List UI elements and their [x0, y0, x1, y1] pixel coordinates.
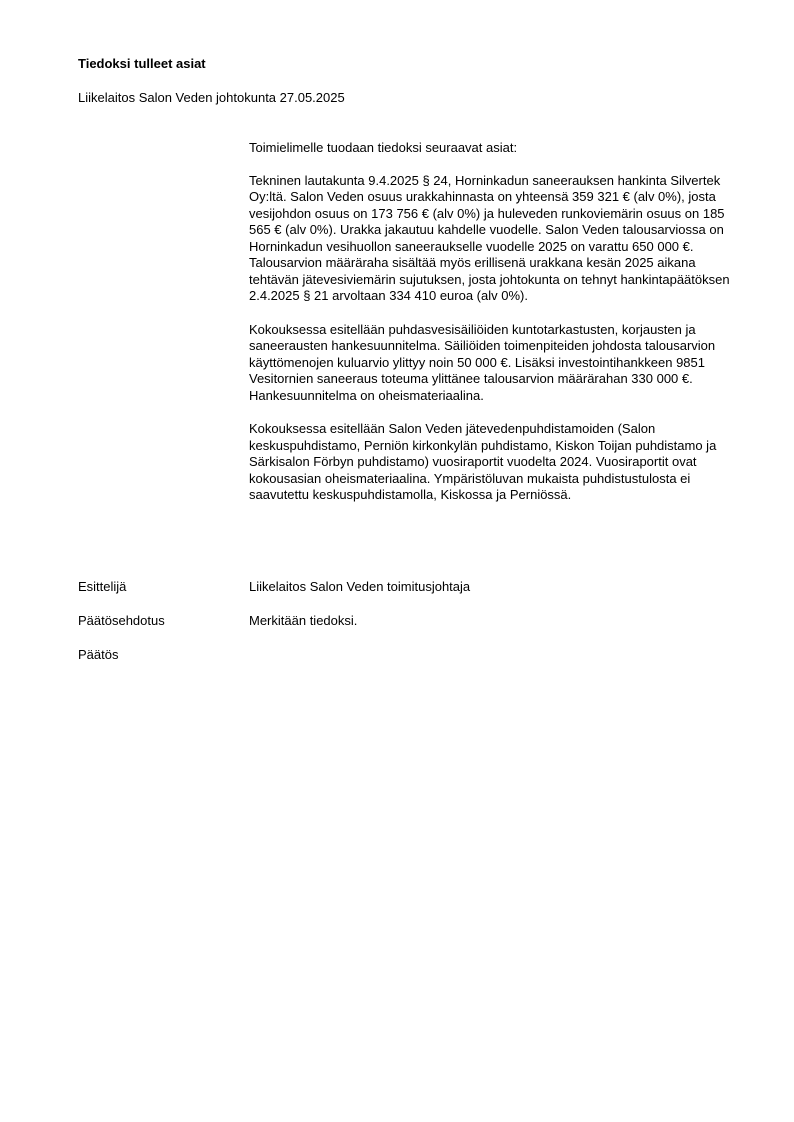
document-title: Tiedoksi tulleet asiat: [78, 56, 206, 71]
presenter-value: Liikelaitos Salon Veden toimitusjohtaja: [249, 579, 471, 594]
meeting-info: Liikelaitos Salon Veden johtokunta 27.05.2025: [78, 90, 345, 105]
paragraph-horninkatu: Tekninen lautakunta 9.4.2025 § 24, Horninkadun saneerauksen hankinta Silvertek Oy:ltä. Salon Veden osuus urakkahinnasta on yhteensä 359 321 € (alv 0%), josta vesijohdon osuus on 173 756 € (alv 0%) ja huleveden runkoviemärin osuus on 185 565 € (alv 0%). Urakka jakautuu kahdelle vuodelle. Salon Veden talousarviossa on Horninkadun vesihuollon saneeraukselle vuodelle 2025 on varattu 650 000 €. Talousarvion määräraha sisältää myös erillisenä urakkana kesän 2025 aikana tehtävän jätevesiviemärin sujutuksen, josta johtokunta on tehnyt hankintapäätöksen 2.4.2025 § 21 arvoltaan 334 410 euroa (alv 0%).: [249, 172, 730, 303]
intro-text: Toimielimelle tuodaan tiedoksi seuraavat asiat:: [249, 140, 518, 155]
document-body: [249, 140, 739, 521]
proposal-value: Merkitään tiedoksi.: [249, 613, 358, 628]
presenter-label: Esittelijä: [78, 579, 127, 594]
paragraph-tanks: Kokouksessa esitellään puhdasvesisäiliöiden kuntotarkastusten, korjausten ja saneerausten hankesuunnitelma. Säiliöiden toimenpiteiden johdosta talousarvion käyttömenojen kuluarvio ylittyy noin 50 000 €. Lisäksi investointihankkeen 9851 Vesitornien saneeraus toteuma ylittänee talousarvion määrärahan 330 000 €. Hankesuunnitelma on oheismateriaalina.: [249, 321, 716, 403]
proposal-label: Päätösehdotus: [78, 613, 165, 628]
decision-label: Päätös: [78, 647, 119, 662]
paragraph-wastewater: Kokouksessa esitellään Salon Veden jätevedenpuhdistamoiden (Salon keskuspuhdistamo, Perniön kirkonkylän puhdistamo, Kiskon Toijan puhdistamo ja Särkisalon Förbyn puhdistamo) vuosiraportit vuodelta 2024. Vuosiraportit ovat kokousasian oheismateriaalina. Ympäristöluvan mukaista puhdistustulosta ei saavutettu keskuspuhdistamolla, Kiskossa ja Perniössä.: [249, 421, 717, 502]
